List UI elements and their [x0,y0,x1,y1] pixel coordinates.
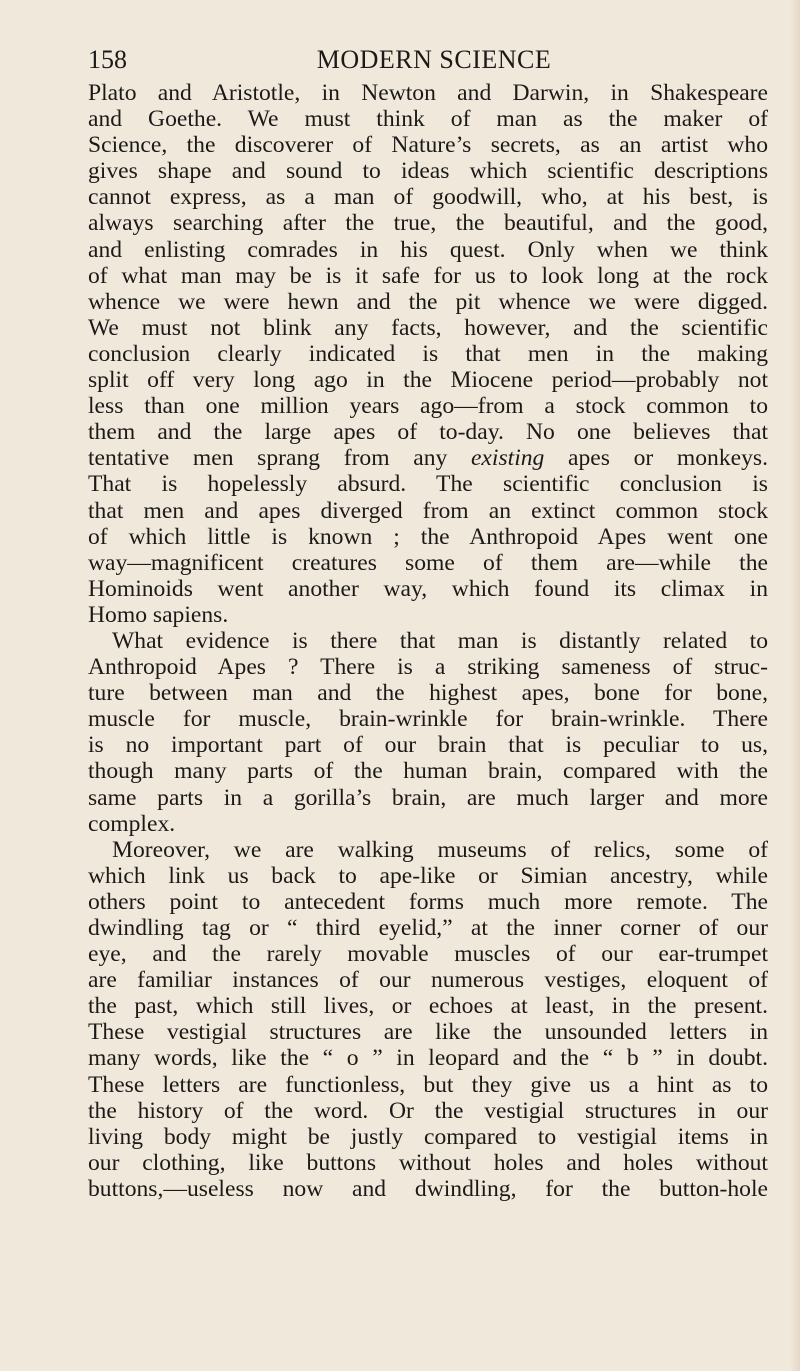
body-text [88,80,768,1202]
text-line: complex. [88,810,176,837]
text-line: is no important part of our brain that is peculiar to us, [88,732,768,759]
text-line: These vestigial structures are like the unsounded letters in [88,1019,768,1046]
text-line: Anthropoid Apes ? There is a striking sameness of struc- [88,654,768,681]
text-line: same parts in a gorilla’s brain, are much larger and more [88,784,768,811]
emphasis-existing: existing [470,445,545,472]
text-line: though many parts of the human brain, compared with the [88,758,768,785]
text-line: living body might be justly compared to vestigial items in [88,1123,768,1150]
text-span: apes or monkeys. [544,445,768,472]
page-number: 158 [88,45,127,74]
text-line: We must not blink any facts, however, and the scientific [88,314,768,341]
text-line: others point to antecedent forms much more remote. The [88,888,768,915]
text-line: ture between man and the highest apes, bone for bone, [88,680,768,707]
text-line: and Goethe. We must think of man as the maker of [88,106,768,133]
text-line: dwindling tag or “ third eyelid,” at the inner corner of our [88,915,768,941]
page-edge-shadow [790,0,800,1371]
text-line: always searching after the true, the beautiful, and the good, [88,210,768,237]
text-line: of which little is known ; the Anthropoid Apes went one [88,523,768,550]
text-line: Hominoids went another way, which found its climax in [88,575,768,602]
text-line: less than one million years ago—from a stock common to [88,393,768,420]
text-line: Science, the discoverer of Nature’s secrets, as an artist who [88,132,768,159]
text-line: eye, and the rarely movable muscles of our ear-trumpet [88,941,768,968]
text-line: are familiar instances of our numerous vestiges, eloquent of [88,967,768,994]
text-line: Plato and Aristotle, in Newton and Darwin, in Shakespeare [88,80,768,106]
text-line: buttons,—useless now and dwindling, for the button-hole [88,1175,768,1202]
text-line: them and the large apes of to-day. No one believes that [88,419,768,446]
text-line: gives shape and sound to ideas which scientific descriptions [88,158,768,185]
text-line: whence we were hewn and the pit whence we were digged. [88,288,768,315]
text-line: split off very long ago in the Miocene period—probably not [88,367,768,394]
text-line: conclusion clearly indicated is that men in the making [88,340,768,367]
running-head: MODERN SCIENCE [316,45,552,74]
text-span: tentative men sprang from any [88,445,471,472]
text-line: of what man may be is it safe for us to look long at the rock [88,262,768,289]
text-line-paragraph-start: What evidence is there that man is distantly related to [112,627,768,654]
text-line: which link us back to ape-like or Simian ancestry, while [88,862,768,889]
page-header [88,40,780,80]
text-line-with-emphasis [88,445,768,471]
text-line: way—magnificent creatures some of them are—while the [88,549,768,576]
text-line: muscle for muscle, brain-wrinkle for brain-wrinkle. There [88,706,768,733]
text-line: These letters are functionless, but they give us a hint as to [88,1071,768,1098]
text-line: the history of the word. Or the vestigial structures in our [88,1097,768,1124]
text-line: That is hopelessly absurd. The scientific conclusion is [88,471,768,498]
text-line: Homo sapiens. [88,601,229,628]
text-line: cannot express, as a man of goodwill, who, at his best, is [88,184,768,211]
text-line: that men and apes diverged from an extinct common stock [88,497,768,524]
text-line: many words, like the “ o ” in leopard and the “ b ” in doubt. [88,1045,768,1072]
text-line-paragraph-start: Moreover, we are walking museums of relics, some of [112,836,768,863]
text-line: and enlisting comrades in his quest. Only when we think [88,236,768,263]
text-line: the past, which still lives, or echoes at least, in the present. [88,993,768,1020]
text-line: our clothing, like buttons without holes and holes without [88,1149,768,1176]
